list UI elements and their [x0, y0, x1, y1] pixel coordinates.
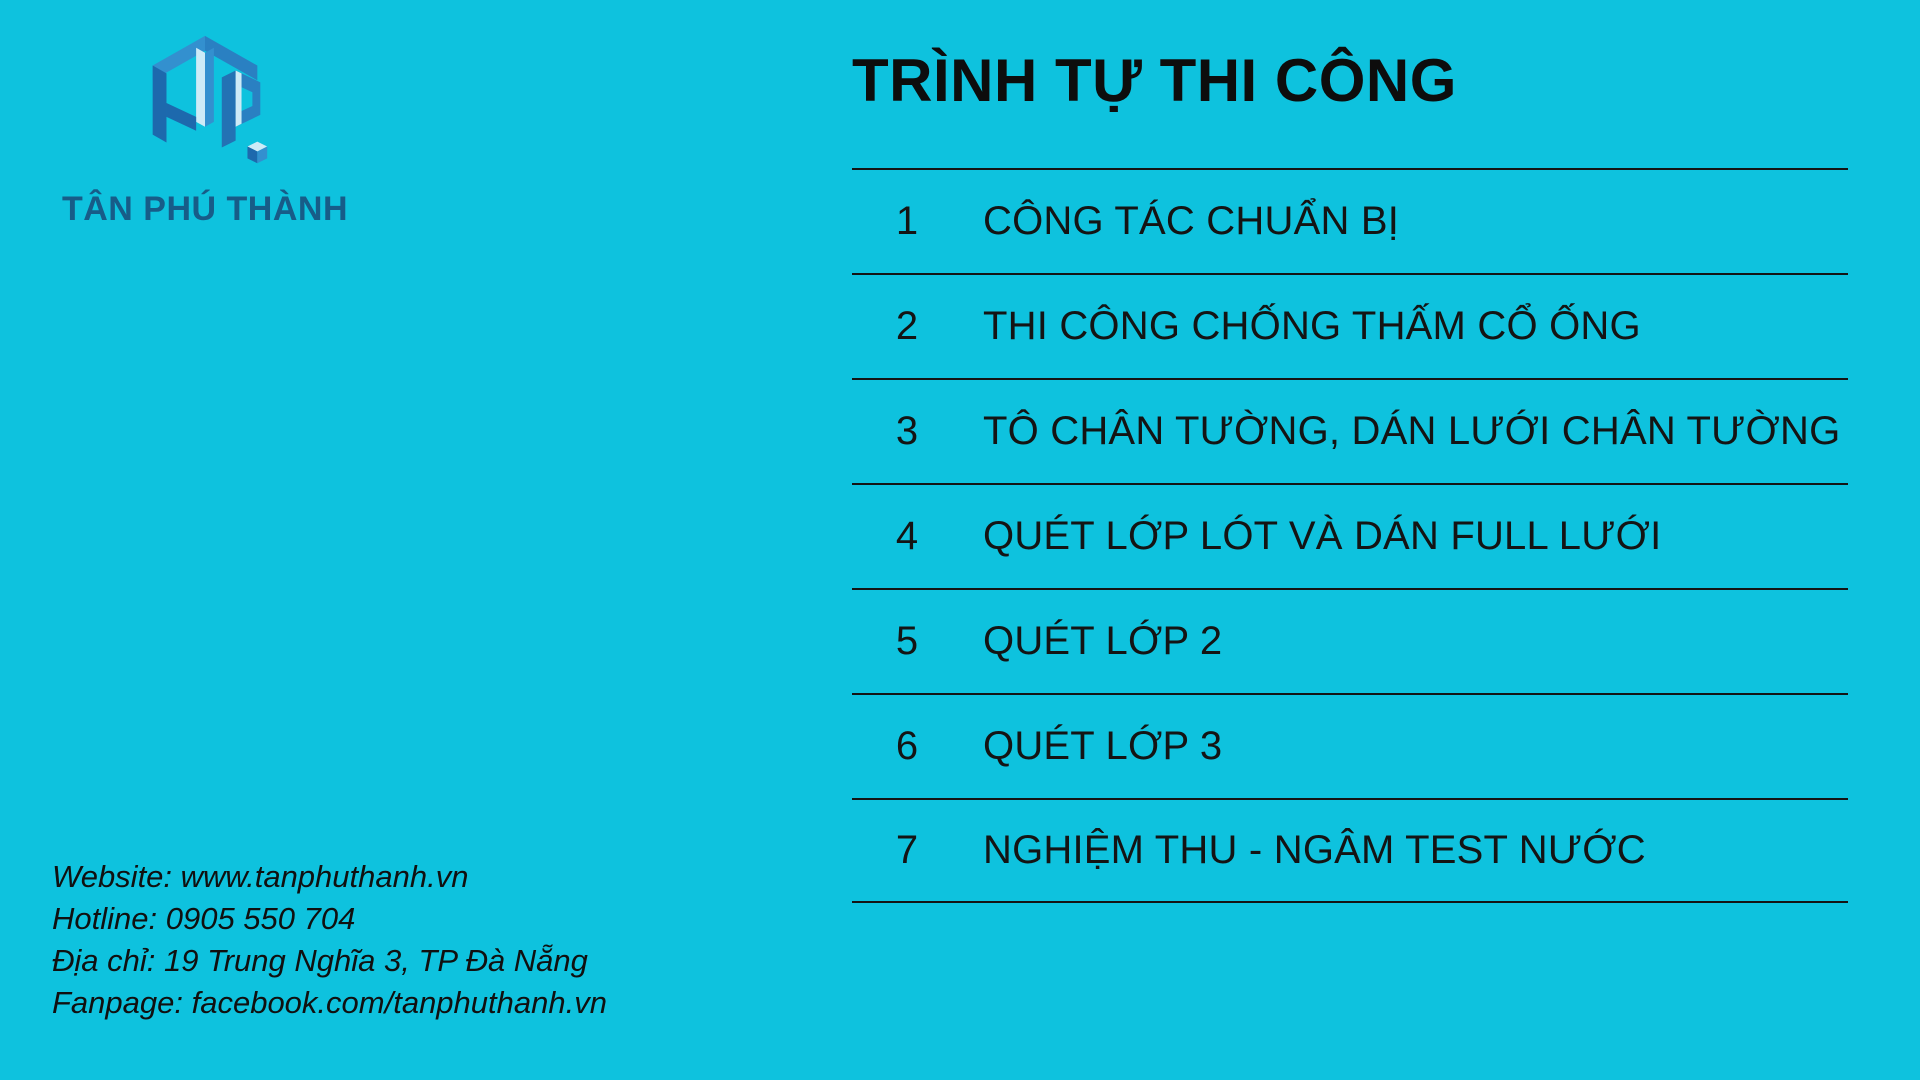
step-label: QUÉT LỚP 3: [983, 724, 1223, 768]
table-row: [852, 483, 1848, 588]
construction-sequence-table: [852, 168, 1848, 903]
step-number: 1: [895, 199, 919, 243]
contact-address: Địa chỉ: 19 Trung Nghĩa 3, TP Đà Nẵng: [52, 943, 588, 978]
step-number: 5: [895, 619, 919, 663]
table-row: [852, 588, 1848, 693]
step-label: CÔNG TÁC CHUẨN BỊ: [983, 199, 1400, 243]
contact-fanpage: Fanpage: facebook.com/tanphuthanh.vn: [52, 985, 607, 1020]
step-number: 3: [895, 409, 919, 453]
step-label: QUÉT LỚP 2: [983, 619, 1223, 663]
step-label: TÔ CHÂN TƯỜNG, DÁN LƯỚI CHÂN TƯỜNG: [983, 409, 1841, 453]
page-title: TRÌNH TỰ THI CÔNG: [852, 47, 1457, 114]
contact-info: [52, 856, 607, 1024]
table-row: [852, 798, 1848, 903]
table-row: [852, 693, 1848, 798]
step-number: 4: [895, 514, 919, 558]
step-label: NGHIỆM THU - NGÂM TEST NƯỚC: [983, 828, 1646, 872]
step-number: 7: [895, 828, 919, 872]
table-row: [852, 273, 1848, 378]
company-logo: [40, 28, 370, 229]
tp-cube-logo-icon: [130, 28, 280, 186]
step-number: 2: [895, 304, 919, 348]
contact-website: Website: www.tanphuthanh.vn: [52, 859, 469, 894]
step-label: THI CÔNG CHỐNG THẤM CỔ ỐNG: [983, 304, 1641, 348]
company-name: TÂN PHÚ THÀNH: [61, 190, 349, 228]
table-row: [852, 168, 1848, 273]
table-row: [852, 378, 1848, 483]
step-number: 6: [895, 724, 919, 768]
step-label: QUÉT LỚP LÓT VÀ DÁN FULL LƯỚI: [983, 514, 1662, 558]
contact-hotline: Hotline: 0905 550 704: [52, 901, 356, 936]
